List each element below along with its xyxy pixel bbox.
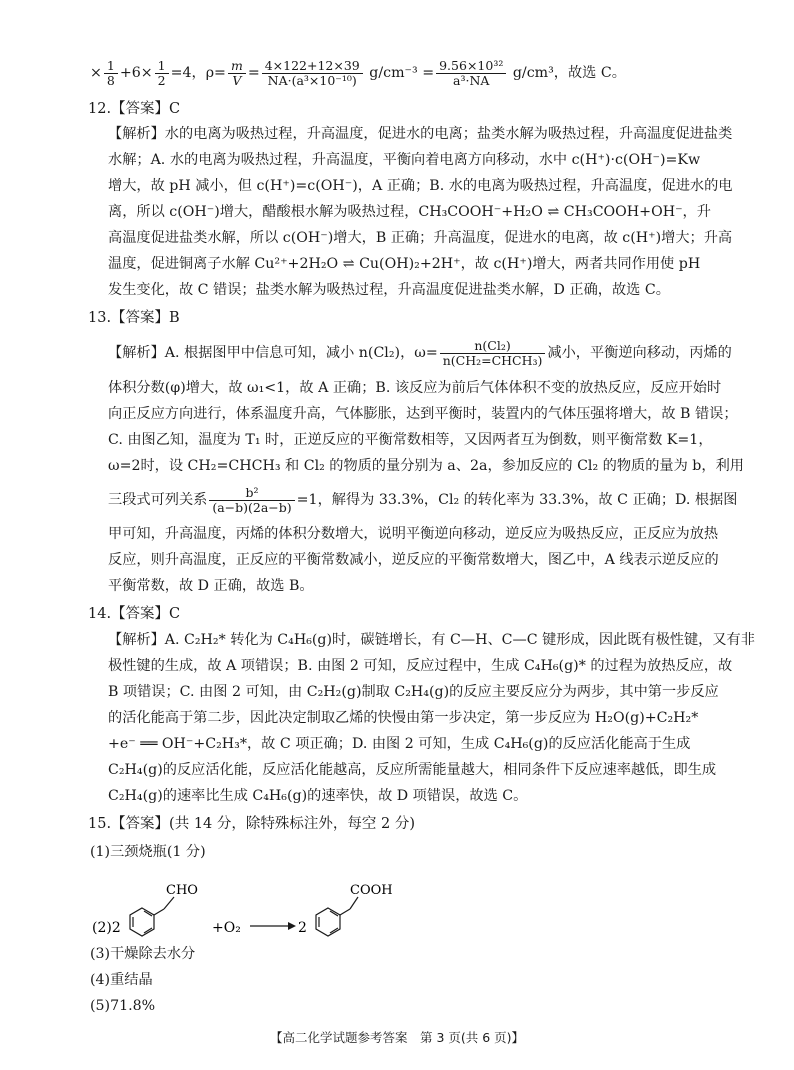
q12-text: 增大，故 pH 减小，但 c(H⁺)=c(OH⁻)，A 正确；B. 水的电离为吸热过程，升高温度，促进水的电 [108,178,733,194]
fraction: $\frac{\text{9.56×10³²}}{\text{a³·NA}}$ [436,59,506,88]
coefficient: (2)2 [92,920,121,936]
fraction: $\frac{\text{n(Cl₂)}}{\text{n(CH₂=CHCH₃)}}$ [440,339,546,368]
q14-text: 极性键的生成，故 A 项错误；B. 由图 2 可知，反应过程中，生成 C₄H₆(g)* 的过程为放热反应，故 [108,658,733,674]
q15-answer: 15.【答案】(共 14 分，除特殊标注外，每空 2 分) [88,816,415,832]
coefficient: 2 [298,920,307,936]
density-formula-line: × $\frac{1}{8}$ +6× $\frac{1}{2}$ =4，ρ= $\frac{m}{V}$ = $\frac{4\times 122+12\times 39}{\text{NA·(a³×10⁻¹⁰)}}$ g/cm⁻³ = $\frac{\text{9.56×10³²}}{\text{a³·NA}}$ g/cm³，故选 C。 [90,57,626,88]
fraction: $\frac{m}{V}$ [228,59,246,88]
q13-text: 三段式可列关系 $\frac{\text{b²}}{(a-b)(2a-b)}$ =1，解得为 33.3%，Cl₂ 的转化率为 33.3%，故 C 正确；D. 根据图 [108,484,738,515]
q13-text: ω=2时，设 CH₂=CHCH₃ 和 Cl₂ 的物质的量分别为 a、2a，参加反应的 Cl₂ 的物质的量为 b，利用 [108,458,744,474]
cho-group: CHO [166,883,198,898]
q13-text: 甲可知，升高温度，丙烯的体积分数增大，说明平衡逆向移动，逆反应为吸热反应，正反应为放热 [108,526,719,542]
q14-answer: 14.【答案】C [88,606,181,622]
q15-part-4: (4)重结晶 [90,972,153,988]
q14-text: B 项错误；C. 由图 2 可知，由 C₂H₂(g)制取 C₂H₄(g)的反应主要反应分为两步，其中第一步反应 [108,684,719,700]
q15-part-5: (5)71.8% [90,998,156,1014]
q12-text: 离，所以 c(OH⁻)增大，醋酸根水解为吸热过程，CH₃COOH⁻+H₂O ⇌ CH₃COOH+OH⁻，升 [108,204,711,220]
fraction: $\frac{\text{b²}}{(a-b)(2a-b)}$ [209,486,294,515]
q13-text: 向正反应方向进行，体系温度升高，气体膨胀，达到平衡时，装置内的气体压强将增大，故 B 错误； [108,406,738,422]
q12-text: 水解；A. 水的电离为吸热过程，升高温度，平衡向着电离方向移动，水中 c(H⁺)·c(OH⁻)=Kw [108,152,701,168]
q12-text: 【解析】水的电离为吸热过程，升高温度，促进水的电离；盐类水解为吸热过程，升高温度促进盐类 [108,126,733,142]
reaction-equation [92,874,412,944]
cooh-group: COOH [350,883,393,898]
q13-text: 【解析】A. 根据图甲中信息可知，减小 n(Cl₂)，ω= $\frac{\text{n(Cl₂)}}{\text{n(CH₂=CHCH₃)}}$ 减小，平衡逆向移动，丙烯的 [108,337,732,368]
q12-text: 高温度促进盐类水解，所以 c(OH⁻)增大，B 正确；升高温度，促进水的电离，故 c(H⁺)增大；升高 [108,230,733,246]
q13-text: 平衡常数，故 D 正确，故选 B。 [108,578,314,594]
q14-text: 【解析】A. C₂H₂* 转化为 C₄H₆(g)时，碳链增长，有 C—H、C—C 键形成，因此既有极性键，又有非 [108,632,755,648]
oxygen: +O₂ [212,920,241,936]
q13-text: 反应，则升高温度，正反应的平衡常数减小，逆反应的平衡常数增大，图乙中，A 线表示逆反应的 [108,552,719,568]
q12-text: 发生变化，故 C 错误；盐类水解为吸热过程，升高温度促进盐类水解，D 正确，故选 C。 [108,282,670,298]
q14-text: C₂H₄(g)的速率比生成 C₄H₆(g)的速率快，故 D 项错误，故选 C。 [108,788,528,804]
page-footer: 【高二化学试题参考答案 第 3 页(共 6 页)】 [269,1030,525,1045]
q15-part-3: (3)干燥除去水分 [90,946,196,962]
q14-text: +e⁻ ══ OH⁻+C₂H₃*，故 C 项正确；D. 由图 2 可知，生成 C₄H₆(g)的反应活化能高于生成 [108,736,691,752]
q12-answer: 12.【答案】C [88,101,181,117]
q15-part-1: (1)三颈烧瓶(1 分) [90,844,206,860]
q13-text: C. 由图乙知，温度为 T₁ 时，正逆反应的平衡常数相等，又因两者互为倒数，则平衡常数 K=1， [108,432,713,448]
q14-text: C₂H₄(g)的反应活化能，反应活化能越高，反应所需能量越大，相同条件下反应速率越低，即生成 [108,762,717,778]
fraction: $\frac{1}{8}$ [104,59,118,88]
fraction: $\frac{4\times 122+12\times 39}{\text{NA·(a³×10⁻¹⁰)}}$ [262,59,363,88]
q12-text: 温度，促进铜离子水解 Cu²⁺+2H₂O ⇌ Cu(OH)₂+2H⁺，故 c(H⁺)增大，两者共同作用使 pH [108,256,701,272]
q13-answer: 13.【答案】B [88,310,180,326]
benzene-ring-icon [316,897,358,936]
benzene-ring-icon [130,908,164,936]
fraction: $\frac{1}{2}$ [155,59,169,88]
q13-text: 体积分数(φ)增大，故 ω₁<1，故 A 正确；B. 该反应为前后气体体积不变的放热反应，反应开始时 [108,380,722,396]
q14-text: 的活化能高于第二步，因此决定制取乙烯的快慢由第一步决定，第一步反应为 H₂O(g)+C₂H₂* [108,710,699,726]
